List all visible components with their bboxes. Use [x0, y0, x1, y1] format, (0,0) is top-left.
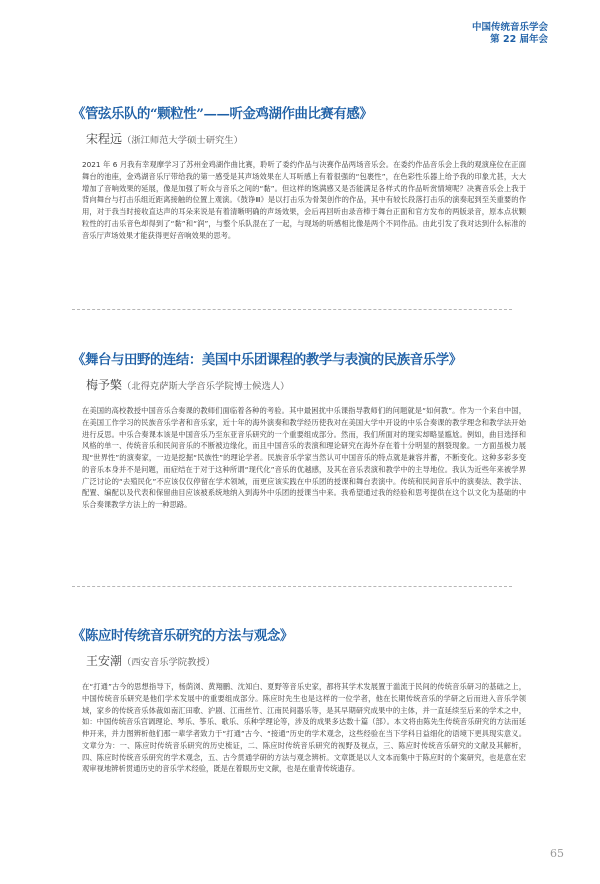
conference-header	[472, 22, 548, 46]
author-name: 梅予檠	[86, 378, 123, 392]
author-name: 宋程远	[86, 132, 123, 146]
section-divider	[72, 309, 512, 310]
author-affiliation: （浙江师范大学硕士研究生）	[122, 135, 243, 146]
article-3	[72, 625, 527, 775]
article-abstract: 在美国的高校教授中国音乐合奏课的教师们面临着各种的考验。其中最困扰中乐课指导教师们的问题就是“如何教”。作为一个来自中国，在美国工作学习的民族音乐学者和音乐家，近十年的海外演奏和教学经历使我对在美国大学中开设的中乐合奏课的教学理念和教学法开始进行反思。中乐合奏课本该是中国音乐乃至东亚音乐研究的一个重要组成部分。然而，我们所面对的现实却略显尴尬。例如，曲目选择和风格的单一、传统音乐和民间音乐的不断被边缘化，而且中国音乐的表演和理论研究在海外存在着十分明显的割裂现象。一方面虽极力展现“世界性”的演奏家，一边是挖掘“民族性”的理论学者。民族音乐学家当然认可中国音乐的特点就是兼容并蓄，不断变化。这种多彩多变的音乐本身并不是问题，而症结在于对于这种所谓“现代化”音乐的优越感，及其在音乐表演和教学中的主导地位。我认为近些年来被学界广泛讨论的“去殖民化”不应该仅仅停留在学术领域，而更应该实践在中乐团的授课和舞台表演中。传统和民间音乐中的演奏法、教学法、配置、编配以及代表和保留曲目应该被系统地纳入到海外中乐团的授课当中来。我希望通过我的经验和思考提供在这个以文化为基础的中乐合奏课教学方法上的一种思路。	[82, 406, 526, 509]
article-author	[86, 130, 527, 147]
author-affiliation: （北得克萨斯大学音乐学院博士候选人）	[122, 381, 290, 392]
page-number: 65	[550, 847, 564, 860]
conference-edition: 第 22 届年会	[490, 34, 548, 45]
article-abstract: 2021 年 6 月我有幸观摩学习了苏州金鸡湖作曲比赛，聆听了委约作品与决赛作品两场音乐会。在委约作品音乐会上我的观演座位在正面舞台的池座，金鸡湖音乐厅带给我的第一感受是其声场效果在人耳听感上有着很强的“包裹性”，在色彩性乐器上给予我的印象尤甚，大大增加了音响效果的延展，像是加强了听众与音乐之间的“黏”。但这样的饱满感又是否能满足各样式的作品听赏情境呢？决赛音乐会上我于背向舞台与打击乐组近距离接触的位置上观演。《鼓诤Ⅲ》是以打击乐为骨架创作的作品，其中有较长段落打击乐的演奏起到至关重要的作用，对于我当时接收直达声的耳朵来说是有着清晰明确的声场效果，会后再回听由录音棒于舞台正面和官方发布的两版录音，原本点状颗粒性的打击乐音色却得到了“黏”和“润”，与整个乐队混在了一起，与现场的听感相比像是两个不同作品。由此引发了我对达到什么标准的音乐厅声场效果才能获得更好音响效果的思考。	[82, 160, 526, 240]
article-title: 《舞台与田野的连结：美国中乐团课程的教学与表演的民族音乐学》	[72, 352, 462, 368]
article-1	[72, 103, 527, 241]
author-name: 王安潮	[86, 654, 123, 668]
article-author	[86, 376, 527, 393]
article-title: 《管弦乐队的“颗粒性”——听金鸡湖作曲比赛有感》	[72, 106, 373, 122]
article-abstract: 在“打通”古今的思想指导下，杨荫浏、黄翔鹏、沈知白、夏野等音乐史家，都将其学术发展置于滥流于民间的传统音乐研习的基础之上，中国传统音乐研究是他们学术发展中的重要组成部分。陈应时先生也是这样的一位学者，他在长期传统音乐的学研之后而进入音乐学领域，家乡的传统音乐体裁如南汇田歌、沪剧、江南丝竹、江南民间器乐等，是其早期研究成果中的主体，并一直延续至后来的学术之中，如：中国传统音乐宫调理论、琴乐、筝乐、歌乐、乐种学理论等，涉及的成果多达数十篇（部）。本文将由陈先生传统音乐研究的方法而延伸开来，并力图辨析他们那一辈学者致力于“打通”古今、“接通”历史的学术观念，这些经验在当下学科日益细化的语境下更具现实意义。文章分为：一、陈应时传统音乐研究的历史梳证，二、陈应时传统音乐研究的视野及视点，三、陈应时传统音乐研究的文献及其解析，四、陈应时传统音乐研究的学术观念，五、古今贯通学研的方法与观念辨析。文章既是以人文本而集中于陈应时的个案研究，也是意在宏观审视地辨析贯通历史的音乐学术经验，既是在着眼历史文献，也是在重青传统遗存。	[82, 682, 526, 774]
article-2	[72, 349, 527, 511]
section-divider	[72, 586, 512, 587]
article-author	[86, 652, 527, 669]
article-title: 《陈应时传统音乐研究的方法与观念》	[72, 628, 293, 644]
conference-name: 中国传统音乐学会	[471, 22, 548, 33]
author-affiliation: （西安音乐学院教授）	[122, 657, 215, 668]
